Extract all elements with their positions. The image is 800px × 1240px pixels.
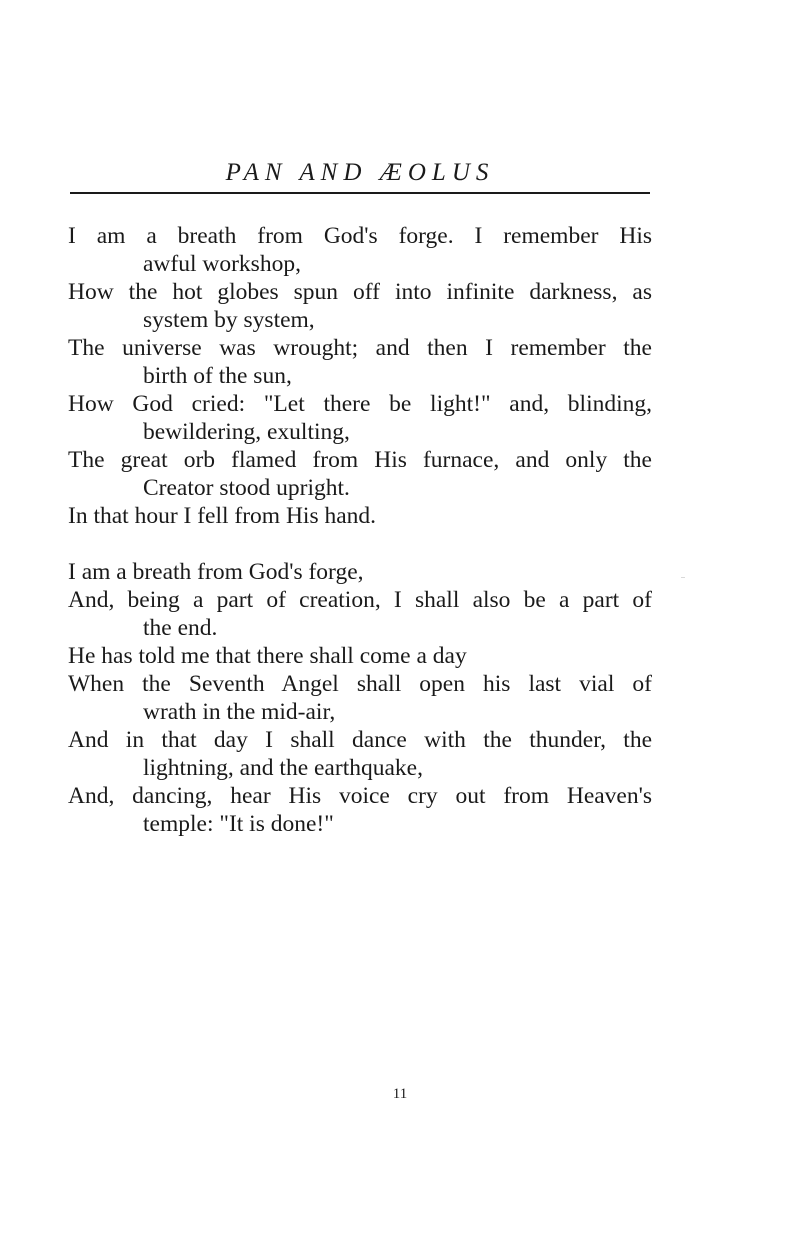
verse-line-continuation: wrath in the mid-air, — [143, 699, 336, 725]
verse-line-text: I am a breath from God's forge. I remember His — [68, 223, 652, 249]
verse-line — [68, 670, 652, 726]
verse-line-continuation: birth of the sun, — [143, 363, 292, 389]
poem-body — [68, 222, 652, 866]
running-title: PAN AND ÆOLUS — [225, 159, 495, 186]
verse-line-continuation: bewildering, exulting, — [143, 419, 350, 445]
verse-line-text: In that hour I fell from His hand. — [68, 503, 377, 529]
verse-line-text: I am a breath from God's forge, — [68, 559, 364, 585]
verse-line-text: And, dancing, hear His voice cry out from Heaven's — [68, 783, 652, 809]
verse-line — [68, 558, 652, 586]
verse-line-text: The universe was wrought; and then I remember the — [68, 335, 652, 361]
header-rule — [70, 192, 650, 194]
verse-line — [68, 334, 652, 390]
verse-line — [68, 586, 652, 642]
verse-line-continuation: lightning, and the earthquake, — [143, 755, 423, 781]
margin-mark — [681, 577, 685, 578]
verse-line-text: And, being a part of creation, I shall also be a part of — [68, 587, 652, 613]
verse-line — [68, 222, 652, 278]
verse-line-continuation: system by system, — [143, 307, 315, 333]
verse-line-text: He has told me that there shall come a day — [68, 643, 467, 669]
verse-line — [68, 726, 652, 782]
verse-line — [68, 390, 652, 446]
verse-line-text: And in that day I shall dance with the thunder, the — [68, 727, 652, 753]
verse-line-text: The great orb flamed from His furnace, and only the — [68, 447, 652, 473]
verse-line — [68, 782, 652, 838]
verse-line-continuation: the end. — [143, 615, 218, 641]
verse-line — [68, 502, 652, 530]
verse-line-text: How the hot globes spun off into infinite darkness, as — [68, 279, 652, 305]
stanza-1 — [68, 222, 652, 530]
verse-line — [68, 642, 652, 670]
verse-line-text: How God cried: "Let there be light!" and, blinding, — [68, 391, 652, 417]
verse-line-continuation: Creator stood upright. — [143, 475, 350, 501]
verse-line-continuation: temple: "It is done!" — [143, 811, 334, 837]
verse-line — [68, 446, 652, 502]
page-number: 11 — [392, 1086, 408, 1102]
verse-line-text: When the Seventh Angel shall open his last vial of — [68, 671, 652, 697]
stanza-2 — [68, 558, 652, 838]
verse-line-continuation: awful workshop, — [143, 251, 301, 277]
verse-line — [68, 278, 652, 334]
